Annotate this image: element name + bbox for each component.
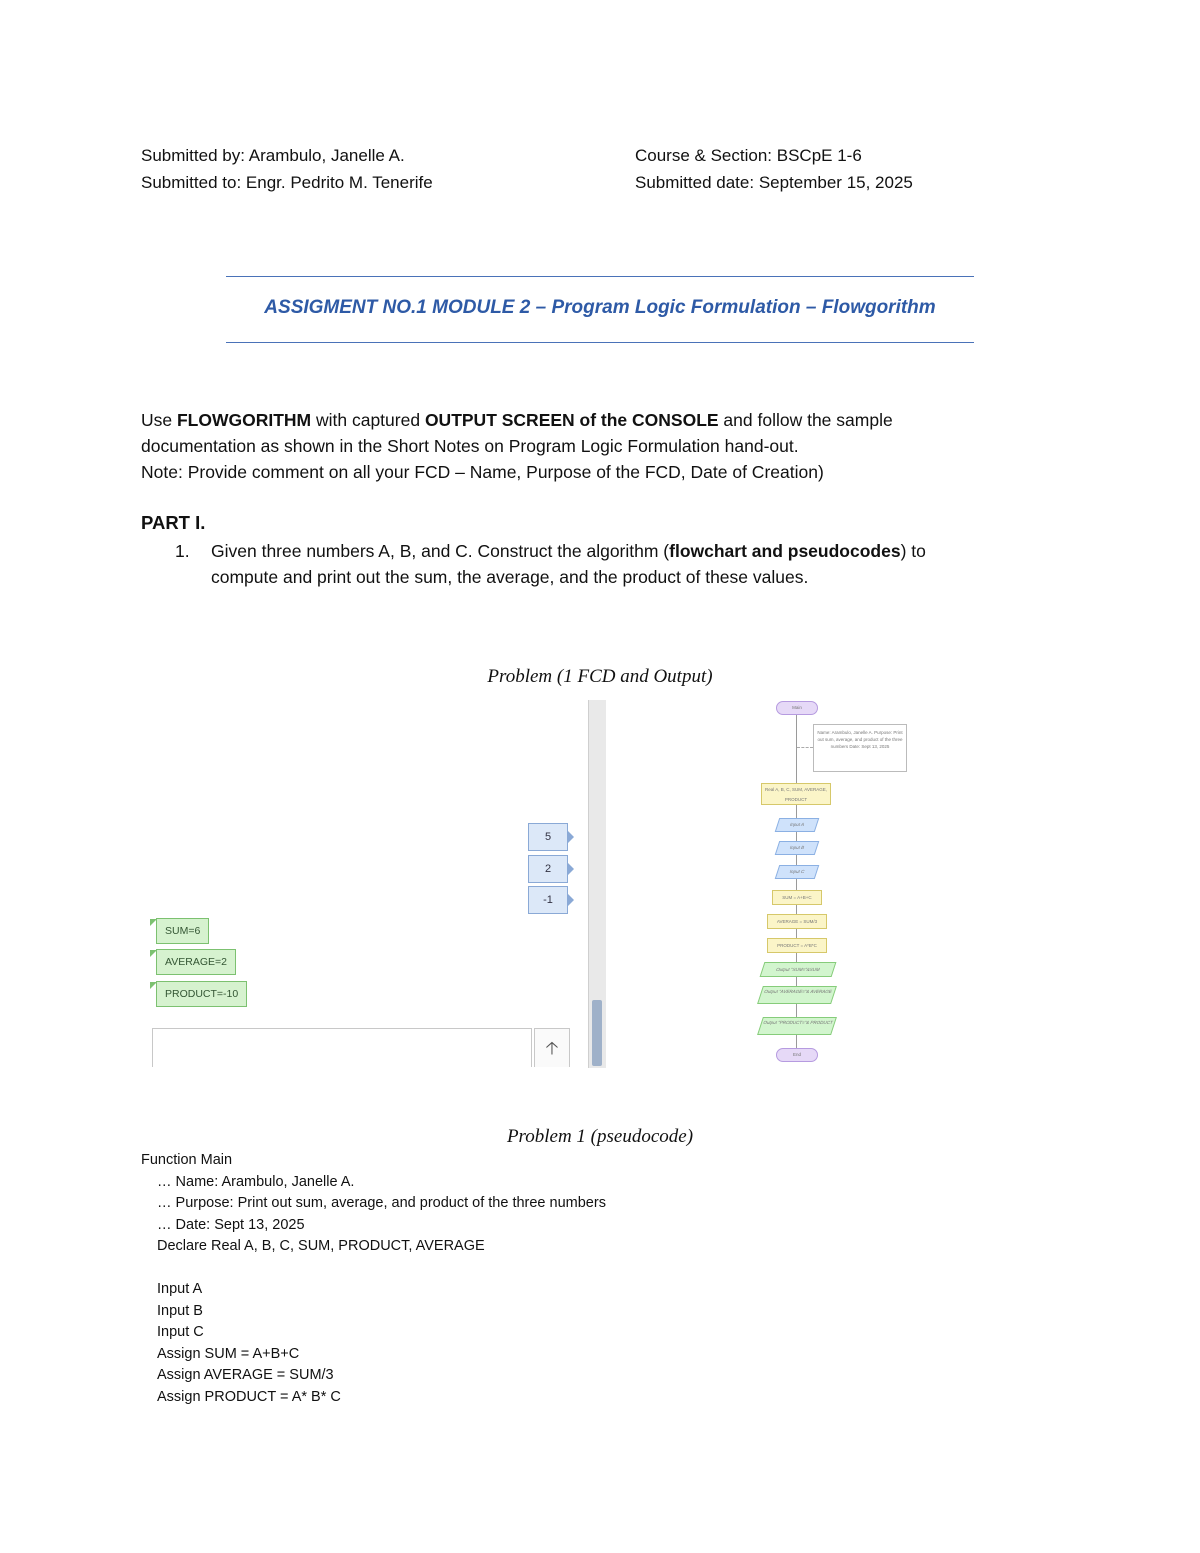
flowchart-declare: Real A, B, C, SUM, AVERAGE, PRODUCT: [761, 783, 831, 805]
pseudocode-line: … Purpose: Print out sum, average, and product of the three numbers: [157, 1195, 606, 1211]
flowchart-comment: Name: Arambulo, Janelle A. Purpose: Print out sum, average, and product of the three numbers Date: Sept 13, 2025: [813, 724, 907, 772]
assignment-title: ASSIGMENT NO.1 MODULE 2 – Program Logic Formulation – Flowgorithm: [264, 297, 936, 318]
pseudocode-line: Input C: [157, 1324, 204, 1340]
console-input: 5: [528, 823, 568, 851]
submitted-to: Submitted to: Engr. Pedrito M. Tenerife: [141, 173, 433, 192]
submitted-date: Submitted date: September 15, 2025: [635, 173, 913, 192]
flowchart-assign: SUM = A+B+C: [772, 890, 822, 905]
pseudocode-line: … Date: Sept 13, 2025: [157, 1216, 305, 1233]
pseudocode-line: Assign SUM = A+B+C: [157, 1345, 300, 1362]
console-input: 2: [528, 855, 568, 883]
part-heading: PART I.: [141, 512, 206, 533]
item-text: Given three numbers A, B, and C. Construct the algorithm (flowchart and pseudocodes) to compute and print out the sum, the average, and the product of these values.: [211, 541, 926, 587]
comment-link: [797, 747, 813, 748]
console-input-field[interactable]: [152, 1028, 532, 1067]
title-rule-bottom: [226, 342, 974, 343]
pseudocode-line: Declare Real A, B, C, SUM, PRODUCT, AVERAGE: [157, 1238, 485, 1254]
flowgorithm-screenshot: [148, 700, 1058, 1068]
flowchart-end: End: [776, 1048, 818, 1062]
caption-pseudocode: Problem 1 (pseudocode): [506, 1126, 694, 1147]
pseudocode-line: Input A: [157, 1281, 203, 1297]
course-section: Course & Section: BSCpE 1-6: [635, 146, 862, 165]
flowchart-output: Output "AVERAGE="& AVERAGE: [757, 986, 837, 1004]
flowchart-output: Output "SUM="&SUM: [760, 962, 837, 977]
pseudocode-line: Assign PRODUCT = A* B* C: [157, 1388, 341, 1405]
console-output: AVERAGE=2: [156, 949, 236, 975]
pseudocode-line: Input B: [157, 1302, 203, 1319]
pseudocode-line: … Name: Arambulo, Janelle A.: [157, 1173, 355, 1190]
flowchart-output: Output "PRODUCT="& PRODUCT: [757, 1017, 837, 1035]
submitted-by: Submitted by: Arambulo, Janelle A.: [141, 146, 405, 165]
caption-fcd: Problem (1 FCD and Output): [487, 666, 713, 687]
flowchart-assign: AVERAGE = SUM/3: [767, 914, 827, 929]
title-rule-top: [226, 276, 974, 277]
console-output: PRODUCT=-10: [156, 981, 247, 1007]
pseudocode-line: Assign AVERAGE = SUM/3: [157, 1367, 334, 1383]
console-output: SUM=6: [156, 918, 209, 944]
up-arrow-icon[interactable]: 🡡: [534, 1028, 570, 1067]
pseudocode-block: [141, 1150, 606, 1408]
item-number: 1.: [175, 541, 190, 561]
intro-paragraph: Use FLOWGORITHM with captured OUTPUT SCREEN of the CONSOLE and follow the sample documentation as shown in the Short Notes on Program Logic Formulation hand-out. Note: Provide comment on all your FCD – Name, Purpose of the FCD, Date of Creation): [141, 410, 893, 482]
scrollbar-thumb[interactable]: [592, 1000, 602, 1066]
flowchart-input: Input B: [775, 841, 820, 855]
pseudocode-line: Function Main: [141, 1152, 233, 1168]
flowchart-assign: PRODUCT = A*B*C: [767, 938, 827, 953]
console-input: -1: [528, 886, 568, 914]
flowchart-input: Input C: [775, 865, 820, 879]
flowchart-start: Main: [776, 701, 818, 715]
flowchart-input: Input A: [775, 818, 820, 832]
